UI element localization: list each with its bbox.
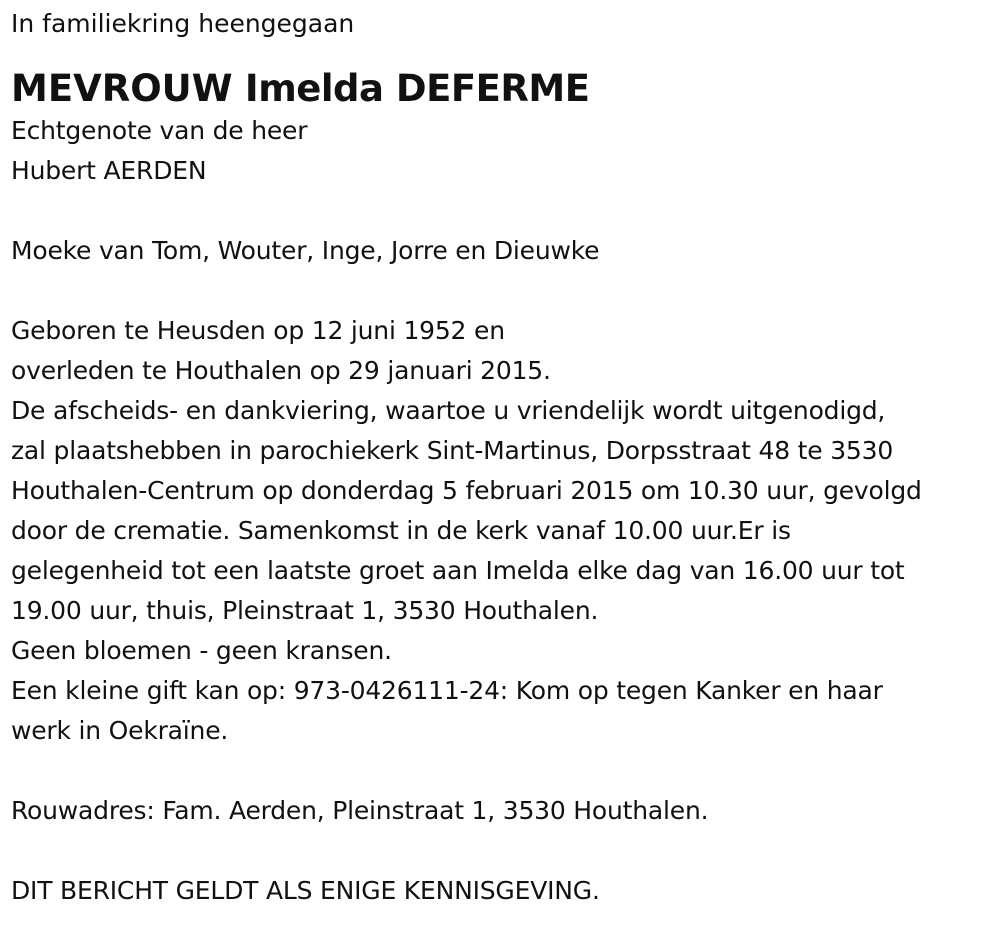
- body-line: Houthalen-Centrum op donderdag 5 februari 2015 om 10.30 uur, gevolgd: [11, 476, 922, 505]
- spacer: [11, 191, 996, 231]
- body-line: De afscheids- en dankviering, waartoe u vriendelijk wordt uitgenodigd,: [11, 396, 886, 425]
- notice-statement: DIT BERICHT GELDT ALS ENIGE KENNISGEVING.: [11, 876, 600, 905]
- body-line: overleden te Houthalen op 29 januari 2015.: [11, 356, 551, 385]
- spouse-line-2: Hubert AERDEN: [11, 156, 207, 185]
- body-line: Een kleine gift kan op: 973-0426111-24: Kom op tegen Kanker en haar: [11, 676, 883, 705]
- body-line: Geen bloemen - geen kransen.: [11, 636, 392, 665]
- mourning-address: Rouwadres: Fam. Aerden, Pleinstraat 1, 3530 Houthalen.: [11, 796, 709, 825]
- spacer: [11, 831, 996, 871]
- body-line: door de crematie. Samenkomst in de kerk vanaf 10.00 uur.Er is: [11, 516, 791, 545]
- body-text: [11, 311, 996, 751]
- body-line: gelegenheid tot een laatste groet aan Imelda elke dag van 16.00 uur tot: [11, 556, 905, 585]
- body-line: werk in Oekraïne.: [11, 716, 229, 745]
- spacer: [11, 751, 996, 791]
- body-line: 19.00 uur, thuis, Pleinstraat 1, 3530 Houthalen.: [11, 596, 599, 625]
- body-line: Geboren te Heusden op 12 juni 1952 en: [11, 316, 505, 345]
- deceased-full-name: Imelda DEFERME: [244, 67, 590, 110]
- body-line: zal plaatshebben in parochiekerk Sint-Martinus, Dorpsstraat 48 te 3530: [11, 436, 894, 465]
- spouse-line-1: Echtgenote van de heer: [11, 116, 308, 145]
- intro-text: In familiekring heengegaan: [11, 9, 355, 38]
- spacer: [11, 271, 996, 311]
- deceased-title: MEVROUW: [11, 67, 233, 110]
- children-line: Moeke van Tom, Wouter, Inge, Jorre en Dieuwke: [11, 236, 600, 265]
- obituary-notice: [11, 4, 996, 911]
- deceased-name: [11, 64, 996, 114]
